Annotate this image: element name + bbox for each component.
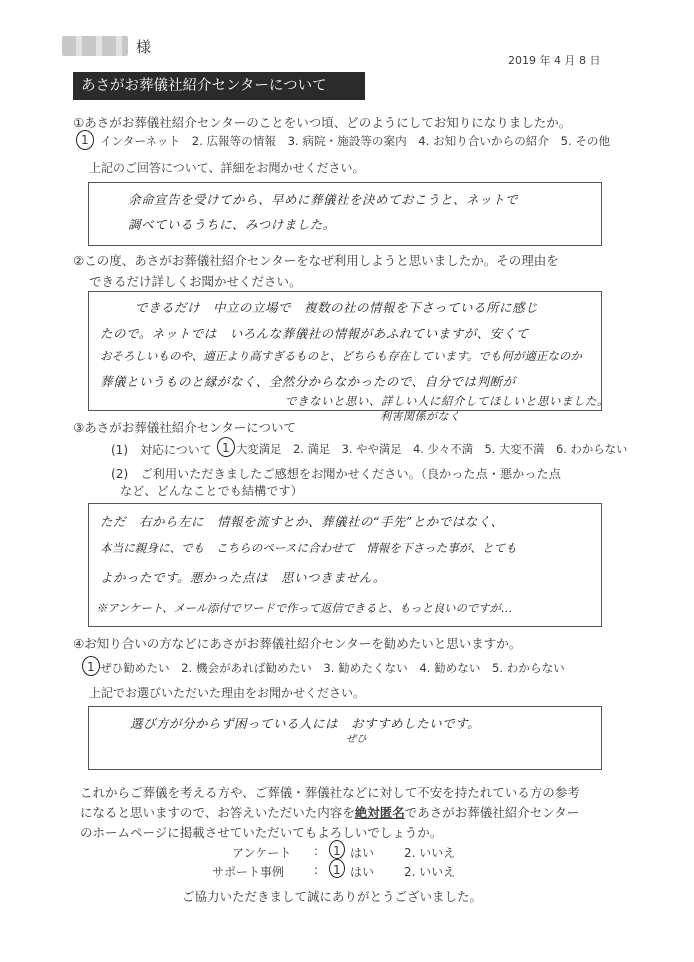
q3-sub1-options: 大変満足 2. 満足 3. やや満足 4. 少々不満 5. 大変不満 6. わからない (236, 442, 628, 456)
q2-insert-note: 利害関係がなく (380, 410, 461, 423)
q2-question-line-1: ②この度、あさがお葬儀社紹介センターをなぜ利用しようと思いましたか。その理由を (73, 253, 559, 268)
consent-case-label: サポート事例 (212, 865, 285, 879)
closing-line-3: のホームページに掲載させていただいてもよろしいでしょうか。 (80, 825, 443, 840)
consent-survey-no: 2. いいえ (404, 846, 456, 860)
q2-answer-line-1: できるだけ 中立の立場で 複数の社の情報を下さっている所に感じ (135, 300, 539, 315)
q3-answer-line-1: ただ 右から左に 情報を流すとか、葬儀社の“手先”とかではなく、 (100, 514, 504, 529)
q4-detail-prompt: 上記でお選びいただいた理由をお聞かせください。 (89, 686, 366, 700)
q2-question-line-2: できるだけ詳しくお聞かせください。 (89, 274, 302, 289)
consent-case-yes-num: 1 (333, 863, 341, 877)
closing-line-2-pre: になると思いますので、お答えいただいた内容を (80, 805, 355, 820)
q4-question: ④お知り合いの方などにあさがお葬儀社紹介センターを勧めたいと思いますか。 (73, 636, 522, 651)
consent-survey-yes: はい (350, 846, 375, 860)
q2-answer-line-3: おそろしいものや、適正より高すぎるものと、どちらも存在しています。でも何が適正なのか (100, 349, 582, 363)
q3-question: ③あさがお葬儀社紹介センターについて (73, 420, 296, 435)
q4-insert-note: ぜひ (346, 734, 367, 745)
name-suffix: 様 (136, 38, 152, 56)
q2-answer-line-5: できないと思い、詳しい人に紹介してほしいと思いました。 (285, 394, 609, 408)
q4-answer-line: 選び方が分からず困っている人には おすすめしたいです。 (130, 716, 481, 731)
q4-option-1-num: 1 (87, 660, 95, 674)
consent-survey-label: アンケート (232, 846, 292, 860)
thanks-text: ご協力いただきまして誠にありがとうございました。 (182, 889, 483, 904)
q3-answer-line-2: 本当に親身に、でも こちらのペースに合わせて 情報を下さった事が、とても (100, 541, 517, 555)
q3-sub1-label: (1) 対応について (111, 443, 212, 457)
q1-question: ①あさがお葬儀社紹介センターのことをいつ頃、どのようにしてお知りになりましたか。 (73, 115, 572, 130)
consent-case-colon: : (314, 863, 319, 877)
q1-detail-prompt: 上記のご回答について、詳細をお聞かせください。 (89, 161, 365, 175)
anonymous-emphasis: 絶対匿名 (354, 805, 405, 820)
q2-answer-line-4: 葬儀というものと縁がなく、全然分からなかったので、自分では判断が (100, 374, 516, 389)
q1-option-1-num: 1 (81, 133, 89, 147)
redacted-name (62, 36, 128, 56)
closing-line-1: これからご葬儀を考える方や、ご葬儀・葬儀社などに対して不安を持たれている方の参考 (80, 785, 580, 800)
q3-option-1-num: 1 (222, 441, 230, 455)
consent-case-yes: はい (350, 865, 375, 879)
q1-answer-line-2: 調べているうちに、みつけました。 (128, 217, 336, 232)
consent-survey-yes-num: 1 (333, 844, 341, 858)
q3-sub2-line-1: (2) ご利用いただきましたご感想をお聞かせください。（良かった点・悪かった点 (111, 467, 561, 481)
q4-options: ぜひ勧めたい 2. 機会があれば勧めたい 3. 勧めたくない 4. 勧めない 5. わからない (100, 661, 565, 675)
date: 2019 年 4 月 8 日 (508, 54, 601, 67)
q3-sub2-line-2: など、どんなことでも結構です） (120, 484, 303, 498)
q3-answer-line-4: ※アンケート、メール添付でワードで作って返信できると、もっと良いのですが… (96, 602, 513, 615)
closing-line-2 (80, 803, 579, 821)
section-title: あさがお葬儀社紹介センターについて (73, 72, 365, 100)
closing-line-2-post: であさがお葬儀社紹介センター (404, 805, 580, 820)
q1-options: インターネット 2. 広報等の情報 3. 病院・施設等の案内 4. お知り合いからの紹介 5. その他 (100, 134, 611, 148)
consent-survey-colon: : (314, 844, 319, 858)
q2-answer-line-2: たので。ネットでは いろんな葬儀社の情報があふれていますが、安くて (100, 326, 529, 341)
q1-answer-line-1: 余命宣告を受けてから、早めに葬儀社を決めておこうと、ネットで (128, 192, 519, 207)
consent-case-no: 2. いいえ (404, 865, 456, 879)
q3-answer-line-3: よかったです。悪かった点は 思いつきません。 (100, 570, 386, 585)
